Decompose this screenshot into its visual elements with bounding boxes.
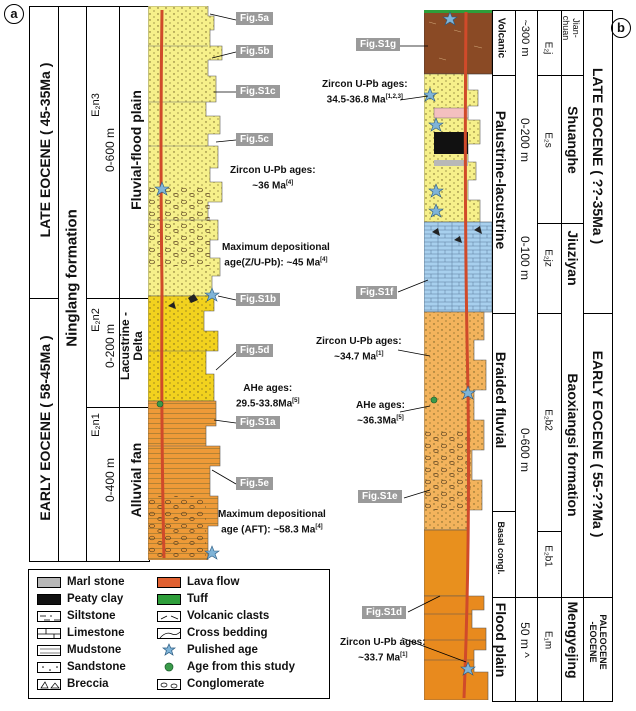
unit-code-mengyejing: E₁m (542, 630, 554, 650)
unit-thick-jianchuan: ~300 m (519, 19, 531, 57)
legend-item-siltstone: Siltstone (67, 610, 116, 622)
unit-env-braided: Braided fluvial (493, 351, 509, 449)
fig-label-s1d: Fig.S1d (362, 606, 406, 619)
unit-code-b2: E₂b2 (542, 409, 554, 431)
unit-name-shuanghe: Shuanghe (565, 106, 581, 174)
fig-label-5a: Fig.5a (236, 12, 273, 25)
legend-item-lava-flow: Lava flow (157, 576, 239, 588)
legend-item-cross-bedding: Cross bedding (157, 627, 268, 639)
ann-zircon-345: Zircon U-Pb ages: 34.5-36.8 Ma[1,2,3] (322, 79, 408, 106)
fig-label-s1f: Fig.S1f (356, 286, 397, 299)
left-epoch-early: EARLY EOCENE ( 58-45Ma ) (37, 335, 53, 521)
member-thickness-n1: 0-400 m (103, 457, 117, 503)
right-epoch-late: LATE EOCENE ( ??-35Ma ) (590, 67, 606, 245)
fig-label-5c: Fig.5c (236, 133, 273, 146)
fig-label-s1e: Fig.S1e (358, 490, 402, 503)
member-code-n2: E₂n2 (90, 308, 102, 332)
fig-label-s1a: Fig.S1a (236, 416, 280, 429)
ann-zircon-36: Zircon U-Pb ages: ~36 Ma[4] (230, 165, 316, 192)
member-thickness-n2: 0-200 m (103, 323, 117, 369)
unit-code-jianchuan: E₂j (542, 41, 554, 55)
ann-maxdep-58: Maximum depositional age (AFT): ~58.3 Ma[4] (218, 509, 326, 536)
legend-item-peaty-clay: Peaty clay (37, 593, 123, 605)
unit-name-mengyejing: Mengyejing (565, 601, 581, 679)
ann-ahe-right: AHe ages: ~36.3Ma[5] (356, 400, 405, 427)
unit-env-floodplain: Flood plain (493, 602, 509, 678)
unit-name-jianchuan: Jian- chuan (561, 15, 581, 41)
fig-label-s1c: Fig.S1c (236, 85, 280, 98)
member-env-n1: Alluvial fan (128, 442, 144, 518)
panel-a-label: a (4, 4, 24, 24)
fig-label-s1b: Fig.S1b (236, 293, 280, 306)
member-code-n1: E₂n1 (90, 413, 102, 437)
left-epoch-late: LATE EOCENE ( 45-35Ma ) (37, 62, 53, 238)
ann-maxdep-45: Maximum depositional age(Z/U-Pb): ~45 Ma[4] (222, 242, 330, 269)
left-formation-name: Ninglang formation (63, 209, 81, 347)
legend-item-mudstone: Mudstone (67, 644, 122, 656)
unit-thick-mengyejing: 50 m ^ (518, 622, 532, 658)
legend-item-volcanic-clasts: Volcanic clasts (157, 610, 269, 622)
panel-b-label: b (611, 18, 631, 38)
member-thickness-n3: 0-600 m (103, 127, 117, 173)
ann-zircon-347: Zircon U-Pb ages: ~34.7 Ma[1] (316, 336, 402, 363)
unit-env-volcanic: Volcanic (495, 17, 507, 59)
member-code-n3: E₂n3 (90, 93, 102, 117)
legend-item-tuff: Tuff (157, 593, 208, 605)
unit-thick-jiuziyan: 0-100 m (518, 235, 532, 281)
legend-item-conglomerate: Conglomerate (157, 678, 264, 690)
legend-item-published-age: Pulished age (157, 644, 258, 656)
unit-name-baoxiangsi: Baoxiangsi formation (565, 373, 581, 517)
unit-code-shuanghe: E₂s (542, 132, 554, 148)
fig-label-5b: Fig.5b (236, 45, 273, 58)
right-epoch-paleo: PALEOCENE -EOCENE (588, 614, 608, 670)
right-epoch-early: EARLY EOCENE ( 55-??Ma ) (590, 350, 606, 538)
unit-name-jiuziyan: Jiuziyan (565, 230, 581, 286)
legend-item-marl: Marl stone (37, 576, 125, 588)
member-env-n2: Lacustrine -Delta (118, 312, 145, 381)
unit-thick-shuanghe: 0-200 m (518, 117, 532, 163)
unit-env-palustrine: Palustrine-lacustrine (493, 110, 509, 250)
fig-label-5d: Fig.5d (236, 344, 273, 357)
member-env-n3: Fluvial-flood plain (128, 90, 144, 210)
legend-item-limestone: Limestone (67, 627, 125, 639)
unit-env-basal: Basal congl. (496, 521, 506, 575)
ann-zircon-337: Zircon U-Pb ages: ~33.7 Ma[1] (340, 637, 426, 664)
ann-ahe-left: AHe ages: 29.5-33.8Ma[5] (236, 383, 300, 410)
unit-code-b1: E₂b1 (542, 545, 554, 567)
legend-item-age-this-study: Age from this study (157, 661, 295, 673)
fig-label-s1g: Fig.S1g (356, 38, 400, 51)
legend (28, 569, 330, 699)
fig-label-5e: Fig.5e (236, 477, 273, 490)
legend-item-breccia: Breccia (37, 678, 109, 690)
dot-icon (157, 662, 181, 673)
unit-code-jiuziyan: E₂jz (542, 249, 554, 267)
unit-thick-baoxiangsi: 0-600 m (518, 427, 532, 473)
legend-item-sandstone: Sandstone (37, 661, 126, 673)
star-icon (157, 645, 181, 656)
